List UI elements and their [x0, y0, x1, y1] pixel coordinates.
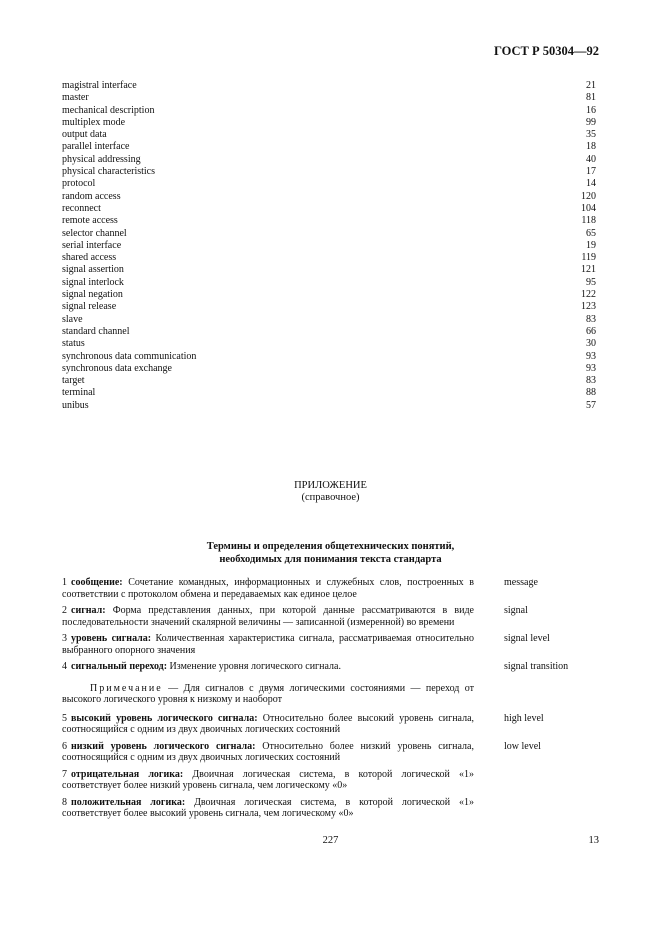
- index-page: 121: [581, 264, 596, 276]
- index-term: terminal: [62, 387, 96, 399]
- term-number: 2: [62, 605, 67, 616]
- term-english: high level: [504, 712, 544, 724]
- index-page: 120: [581, 190, 596, 202]
- term-definition: Количественная характеристика сигнала, рассматриваемая относительно выбранного опорного значения: [62, 633, 475, 656]
- term-entry: [62, 769, 596, 792]
- index-term: multiplex mode: [62, 116, 126, 128]
- index-row: [62, 363, 596, 375]
- term-entry: [62, 633, 596, 656]
- index-row: [62, 154, 596, 166]
- term-definition: Сочетание командных, информационных и служебных слов, построенных в соответствии с протоколом обмена и передаваемых как единое целое: [62, 577, 474, 600]
- term-name: уровень сигнала:: [71, 633, 152, 644]
- document-code: ГОСТ Р 50304—92: [493, 44, 599, 58]
- term-body: [62, 633, 474, 656]
- index-page: 95: [586, 276, 596, 288]
- term-name: высокий уровень логического сигнала:: [71, 712, 258, 724]
- term-definition: Форма представления данных, при которой данные рассматриваются в виде последовательности значений скалярной величины — записанной (измеренной) во времени: [62, 605, 474, 628]
- term-number: 6: [62, 740, 67, 752]
- term-definition: Двоичная логическая система, в которой логической «1» соответствует более низкий уровень сигнала, чем логическому «0»: [62, 768, 474, 791]
- index-term: shared access: [62, 252, 117, 264]
- index-term: selector channel: [62, 227, 127, 239]
- index-row: [62, 351, 596, 363]
- index-row: [62, 301, 596, 313]
- index-page: 30: [586, 338, 596, 350]
- term-entry: [62, 797, 596, 820]
- term-name: сигнальный переход:: [71, 661, 168, 672]
- term-body: [62, 605, 474, 628]
- index-term: synchronous data exchange: [62, 362, 172, 374]
- index-page: 17: [586, 166, 596, 178]
- term-entry: [62, 661, 596, 673]
- term-name: сообщение:: [71, 577, 123, 588]
- term-number: 7: [62, 768, 67, 780]
- term-definition: Изменение уровня логического сигнала.: [169, 661, 341, 672]
- term-english: message: [504, 577, 538, 588]
- index-page: 93: [586, 350, 596, 362]
- index-term: physical addressing: [62, 153, 141, 165]
- index-page: 65: [586, 227, 596, 239]
- index-row: [62, 215, 596, 227]
- index-row: [62, 166, 596, 178]
- index-term: signal assertion: [62, 264, 124, 276]
- index-page: 83: [586, 375, 596, 387]
- index-page: 21: [586, 80, 596, 91]
- index-page: 93: [586, 362, 596, 374]
- term-english: signal transition: [504, 661, 569, 672]
- index-row: [62, 228, 596, 240]
- note-label: Примечание: [90, 682, 163, 694]
- section-title-line1: Термины и определения общетехнических понятий,: [206, 541, 455, 552]
- index-term: output data: [62, 129, 107, 141]
- index-term: signal interlock: [62, 276, 124, 288]
- appendix-title: ПРИЛОЖЕНИЕ: [294, 480, 367, 491]
- index-term: magistral interface: [62, 80, 137, 91]
- term-body: [62, 661, 474, 673]
- page-number: 227: [322, 835, 339, 846]
- index-row: [62, 191, 596, 203]
- term-number: 1: [62, 577, 67, 588]
- index-row: [62, 92, 596, 104]
- term-name: низкий уровень логического сигнала:: [71, 740, 256, 752]
- index-term: mechanical description: [62, 104, 155, 116]
- note-text: — Для сигналов с двумя логическими состояниями — переход от высокого логического уровня к низкому и наоборот: [62, 682, 475, 705]
- index-term: target: [62, 375, 85, 387]
- term-index: [62, 80, 596, 412]
- term-definition: Двоичная логическая система, в которой логической «1» соответствует более высокий уровень сигнала, чем логическому «0»: [62, 796, 475, 819]
- note: [62, 683, 474, 706]
- appendix-subtitle: (справочное): [301, 492, 360, 503]
- term-body: [62, 741, 474, 764]
- term-number: 5: [62, 712, 67, 724]
- index-term: standard channel: [62, 325, 130, 337]
- term-name: положительная логика:: [71, 796, 186, 808]
- index-page: 83: [586, 313, 596, 325]
- term-body: [62, 797, 474, 820]
- index-term: reconnect: [62, 202, 101, 214]
- section-title-line2: необходимых для понимания текста стандарта: [219, 554, 442, 565]
- index-row: [62, 141, 596, 153]
- index-term: physical characteristics: [62, 166, 156, 178]
- term-english: signal: [504, 605, 528, 616]
- terms-list: [62, 577, 596, 825]
- index-term: parallel interface: [62, 141, 130, 153]
- index-row: [62, 129, 596, 141]
- term-definition: Относительно более высокий уровень сигнала, соотносящийся с одним из двух двоичных логических состояний: [62, 712, 475, 735]
- index-row: [62, 117, 596, 129]
- index-row: [62, 264, 596, 276]
- index-row: [62, 240, 596, 252]
- index-page: 118: [581, 215, 596, 227]
- term-english: signal level: [504, 633, 550, 644]
- index-term: slave: [62, 313, 83, 325]
- index-term: remote access: [62, 215, 118, 227]
- index-page: 18: [586, 141, 596, 153]
- section-title: [0, 540, 661, 566]
- index-row: [62, 105, 596, 117]
- index-page: 119: [581, 252, 596, 264]
- index-term: master: [62, 92, 89, 104]
- index-row: [62, 326, 596, 338]
- index-page: 104: [581, 202, 596, 214]
- term-entry: [62, 741, 596, 764]
- index-page: 35: [586, 129, 596, 141]
- index-page: 81: [586, 92, 596, 104]
- term-number: 3: [62, 633, 67, 644]
- term-entry: [62, 577, 596, 600]
- index-page: 66: [586, 325, 596, 337]
- index-row: [62, 277, 596, 289]
- term-name: сигнал:: [71, 605, 106, 616]
- term-number: 8: [62, 796, 67, 808]
- term-entry: [62, 713, 596, 736]
- term-entry: [62, 605, 596, 628]
- index-page: 123: [581, 301, 596, 313]
- index-term: unibus: [62, 399, 89, 411]
- term-body: [62, 769, 474, 792]
- index-page: 88: [586, 387, 596, 399]
- index-term: serial interface: [62, 239, 122, 251]
- term-name: отрицательная логика:: [71, 768, 184, 780]
- term-number: 4: [62, 661, 67, 672]
- index-term: random access: [62, 190, 121, 202]
- index-row: [62, 375, 596, 387]
- term-body: [62, 577, 474, 600]
- index-page: 19: [586, 239, 596, 251]
- index-row: [62, 178, 596, 190]
- index-row: [62, 80, 596, 92]
- index-row: [62, 387, 596, 399]
- index-page: 16: [586, 104, 596, 116]
- appendix-heading: [0, 480, 661, 504]
- index-page: 40: [586, 153, 596, 165]
- index-row: [62, 252, 596, 264]
- sheet-number: 13: [588, 835, 599, 846]
- index-term: protocol: [62, 178, 96, 190]
- index-page: 14: [586, 178, 596, 190]
- index-term: status: [62, 338, 85, 350]
- index-term: signal negation: [62, 289, 123, 301]
- term-body: [62, 713, 474, 736]
- index-row: [62, 338, 596, 350]
- term-english: low level: [504, 740, 541, 752]
- index-row: [62, 400, 596, 412]
- term-definition: Относительно более низкий уровень сигнала, соотносящийся с одним из двух двоичных логических состояний: [62, 740, 474, 763]
- index-row: [62, 289, 596, 301]
- index-page: 99: [586, 116, 596, 128]
- index-page: 57: [586, 399, 596, 411]
- index-term: synchronous data communication: [62, 350, 197, 362]
- index-row: [62, 203, 596, 215]
- index-row: [62, 314, 596, 326]
- index-term: signal release: [62, 301, 117, 313]
- index-page: 122: [581, 289, 596, 301]
